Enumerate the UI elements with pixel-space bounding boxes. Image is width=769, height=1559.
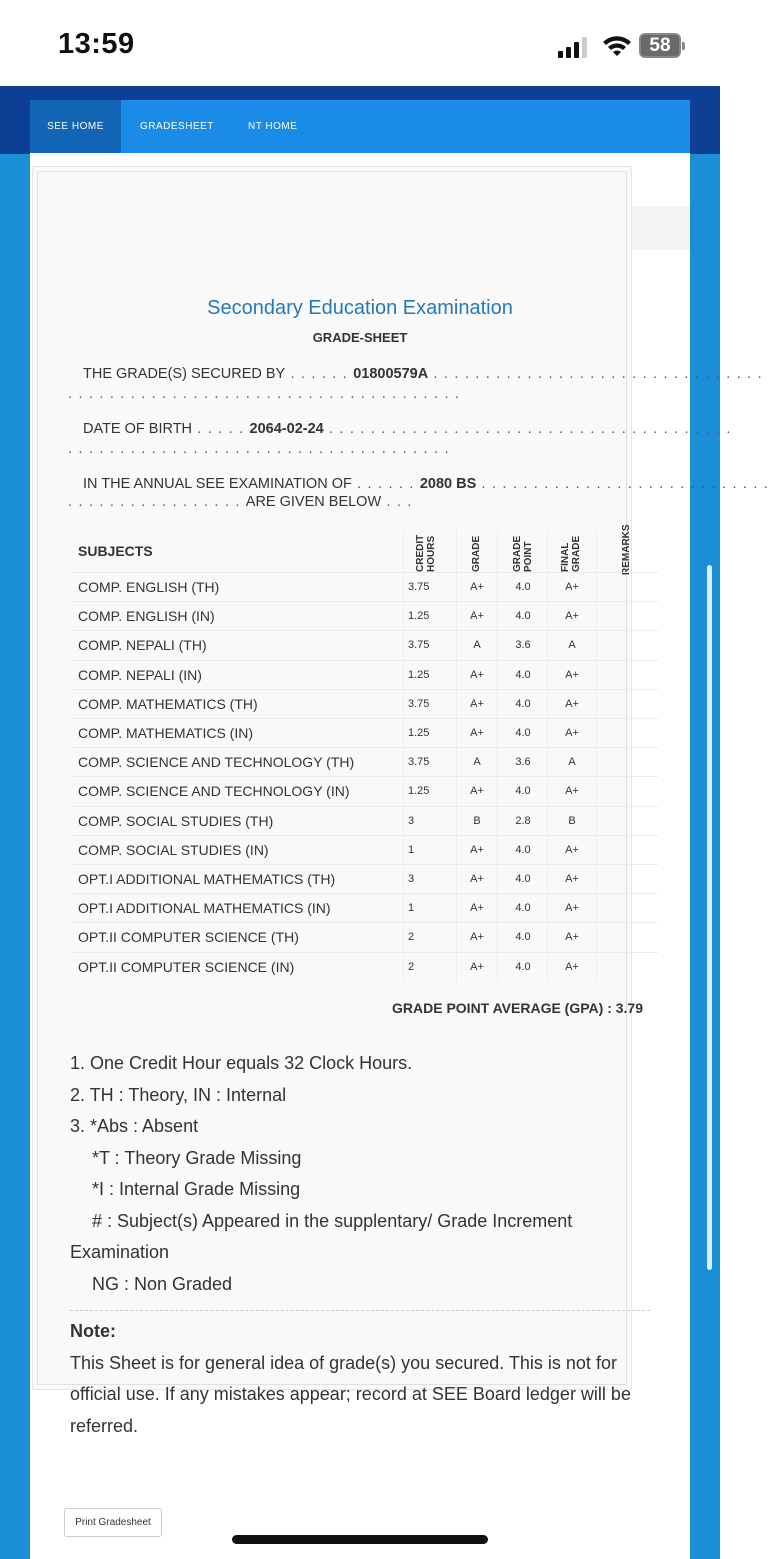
point-cell: 4.0 xyxy=(515,668,531,681)
dob-value: 2064-02-24 xyxy=(249,421,324,437)
credit-cell: 2 xyxy=(408,960,415,973)
point-cell: 3.6 xyxy=(515,756,531,769)
column-divider xyxy=(403,530,404,982)
column-divider xyxy=(596,530,597,982)
disclaimer xyxy=(70,1316,650,1442)
grade-cell: A+ xyxy=(470,902,484,915)
note-text: This Sheet is for general idea of grade(s) you secured. This is not for official use. If any mistakes appear; record at SEE Board ledger will be referred. xyxy=(70,1352,631,1436)
point-cell: 4.0 xyxy=(515,697,531,710)
final-cell: A+ xyxy=(565,668,579,681)
table-row xyxy=(72,572,658,601)
grade-cell: A+ xyxy=(470,785,484,798)
subject-name: COMP. NEPALI (IN) xyxy=(78,666,202,683)
dotted-line: . . . . . . . . . . . . . . . . . . . . . . . . . . . . . . . . . . . . . xyxy=(68,441,450,457)
table-row xyxy=(72,893,658,922)
table-row xyxy=(72,864,658,893)
subject-name: COMP. MATHEMATICS (TH) xyxy=(78,695,258,712)
legend-notes xyxy=(70,1048,650,1300)
symbol-number: 01800579A xyxy=(353,366,429,382)
column-divider xyxy=(547,530,548,982)
battery-icon: 58 xyxy=(639,33,681,58)
credit-cell: 3 xyxy=(408,873,415,885)
grade-cell: A+ xyxy=(470,843,484,856)
note-line: 3. *Abs : Absent xyxy=(70,1116,199,1136)
credit-cell: 3.75 xyxy=(408,581,430,593)
wifi-icon xyxy=(602,34,632,58)
dob-line: DATE OF BIRTH . . . . . 2064-02-24 . . . . . . . . . . . . . . . . . . . . . . . . . . . . . . . . . . . . . . . xyxy=(83,421,732,437)
divider xyxy=(70,1310,650,1311)
final-cell: A+ xyxy=(565,873,579,885)
table-row xyxy=(72,747,658,776)
status-bar xyxy=(0,0,720,86)
final-cell: A xyxy=(568,756,576,769)
final-cell: A+ xyxy=(565,960,579,973)
credit-cell: 1.25 xyxy=(408,668,430,681)
gpa-summary: GRADE POINT AVERAGE (GPA) : 3.79 xyxy=(392,1000,643,1016)
secured-by-line: THE GRADE(S) SECURED BY . . . . . . 01800579A . . . . . . . . . . . . . . . . . . . . . . . . . . . . . . . . xyxy=(83,366,763,382)
board-title: Secondary Education Examination xyxy=(207,297,513,319)
cellular-signal-icon xyxy=(558,36,590,58)
subject-name: COMP. NEPALI (TH) xyxy=(78,637,207,654)
gradesheet-subtitle: GRADE-SHEET xyxy=(312,330,408,345)
grade-cell: A xyxy=(473,756,481,769)
subject-name: COMP. ENGLISH (TH) xyxy=(78,579,220,595)
grade-cell: A+ xyxy=(470,931,484,944)
table-row xyxy=(72,630,658,659)
table-row xyxy=(72,601,658,630)
column-divider xyxy=(456,530,457,982)
subject-name: COMP. SOCIAL STUDIES (IN) xyxy=(78,841,269,858)
top-navigation xyxy=(30,100,690,153)
exam-year: 2080 BS xyxy=(419,476,477,492)
note-line: # : Subject(s) Appeared in the supplentary/ Grade Increment xyxy=(92,1210,573,1231)
dob-text-label: DATE OF BIRTH xyxy=(83,421,193,437)
credit-cell: 3.75 xyxy=(408,697,430,710)
point-cell: 4.0 xyxy=(515,727,531,739)
nav-nt-home[interactable]: NT HOME xyxy=(248,121,298,132)
note-title: Note: xyxy=(70,1321,116,1341)
final-cell: B xyxy=(568,814,576,827)
dotted-line: . . . . . . . . . . . . . . . . . . . . . . . . . . . . . . . . . . . . . . xyxy=(68,386,461,402)
note-line: Examination xyxy=(70,1242,170,1262)
subject-name: OPT.II COMPUTER SCIENCE (TH) xyxy=(78,929,299,946)
credit-cell: 3.75 xyxy=(408,756,430,769)
note-line: NG : Non Graded xyxy=(92,1273,233,1294)
secured-label: THE GRADE(S) SECURED BY xyxy=(83,366,286,382)
table-row xyxy=(72,718,658,747)
final-cell: A+ xyxy=(565,785,579,798)
final-cell: A+ xyxy=(565,931,579,944)
final-cell: A+ xyxy=(565,581,579,593)
table-row xyxy=(72,806,658,835)
grade-cell: A+ xyxy=(470,668,484,681)
exam-line: IN THE ANNUAL SEE EXAMINATION OF . . . . . . 2080 BS . . . . . . . . . . . . . . . . . . . . . . . . . . . . xyxy=(83,476,769,492)
final-cell: A+ xyxy=(565,610,579,623)
clock: 13:59 xyxy=(58,28,135,60)
print-gradesheet-button[interactable]: Print Gradesheet xyxy=(64,1508,162,1537)
table-row xyxy=(72,922,658,951)
final-cell: A+ xyxy=(565,727,579,739)
subject-name: COMP. MATHEMATICS (IN) xyxy=(78,725,253,741)
subject-name: COMP. SCIENCE AND TECHNOLOGY (TH) xyxy=(78,754,355,771)
point-cell: 4.0 xyxy=(515,843,531,856)
point-cell: 3.6 xyxy=(515,639,531,652)
grade-header: GRADE xyxy=(471,535,482,572)
credit-hours-header: CREDIT HOURS xyxy=(415,534,437,572)
credit-cell: 1 xyxy=(408,843,415,856)
subject-name: OPT.I ADDITIONAL MATHEMATICS (IN) xyxy=(78,900,331,917)
final-cell: A xyxy=(568,639,576,652)
subject-name: COMP. SCIENCE AND TECHNOLOGY (IN) xyxy=(78,783,350,800)
point-cell: 4.0 xyxy=(515,902,531,915)
point-cell: 4.0 xyxy=(515,610,531,623)
table-row xyxy=(72,689,658,718)
credit-cell: 1.25 xyxy=(408,610,430,623)
final-cell: A+ xyxy=(565,902,579,915)
credit-cell: 1.25 xyxy=(408,785,430,798)
subject-name: COMP. SOCIAL STUDIES (TH) xyxy=(78,812,274,829)
point-cell: 2.8 xyxy=(515,814,531,827)
grade-cell: A+ xyxy=(470,581,484,593)
grade-point-header: GRADE POINT xyxy=(512,535,534,572)
grade-cell: A+ xyxy=(470,873,484,885)
subject-name: OPT.I ADDITIONAL MATHEMATICS (TH) xyxy=(78,871,336,887)
note-line: 2. TH : Theory, IN : Internal xyxy=(70,1084,287,1105)
given-below-text: ARE GIVEN BELOW xyxy=(245,494,382,510)
subjects-header: SUBJECTS xyxy=(78,543,153,559)
final-cell: A+ xyxy=(565,697,579,710)
subject-name: OPT.II COMPUTER SCIENCE (IN) xyxy=(78,958,295,975)
exam-label: IN THE ANNUAL SEE EXAMINATION OF xyxy=(83,476,352,492)
subject-name: COMP. ENGLISH (IN) xyxy=(78,608,215,625)
table-row xyxy=(72,952,658,981)
credit-cell: 1 xyxy=(408,902,415,915)
given-below-line: . . . . . . . . . . . . . . . . . ARE GIVEN BELOW . . . xyxy=(68,494,413,510)
final-cell: A+ xyxy=(565,843,579,856)
grade-cell: A+ xyxy=(470,727,484,739)
grade-cell: A+ xyxy=(470,697,484,710)
credit-cell: 3.75 xyxy=(408,639,430,652)
scrollbar[interactable] xyxy=(707,565,712,1270)
credit-cell: 2 xyxy=(408,931,415,944)
nav-gradesheet[interactable]: GRADESHEET xyxy=(140,121,214,132)
note-line: 1. One Credit Hour equals 32 Clock Hours. xyxy=(70,1053,413,1073)
point-cell: 4.0 xyxy=(515,873,531,885)
table-row xyxy=(72,660,658,689)
point-cell: 4.0 xyxy=(515,960,531,973)
grade-cell: A xyxy=(473,639,481,652)
point-cell: 4.0 xyxy=(515,785,531,798)
grade-cell: B xyxy=(473,814,481,827)
final-grade-header: FINAL GRADE xyxy=(560,535,582,572)
column-divider xyxy=(497,530,498,982)
table-row xyxy=(72,776,658,805)
table-row xyxy=(72,835,658,864)
note-line: *I : Internal Grade Missing xyxy=(92,1179,301,1199)
grade-cell: A+ xyxy=(470,960,484,973)
point-cell: 4.0 xyxy=(515,581,531,593)
home-indicator[interactable] xyxy=(232,1535,488,1544)
credit-cell: 3 xyxy=(408,814,415,827)
remarks-header: REMARKS xyxy=(621,524,632,575)
grade-cell: A+ xyxy=(470,610,484,623)
credit-cell: 1.25 xyxy=(408,727,430,739)
point-cell: 4.0 xyxy=(515,931,531,944)
nav-see-home[interactable]: SEE HOME xyxy=(30,100,121,153)
note-line: *T : Theory Grade Missing xyxy=(92,1147,302,1168)
